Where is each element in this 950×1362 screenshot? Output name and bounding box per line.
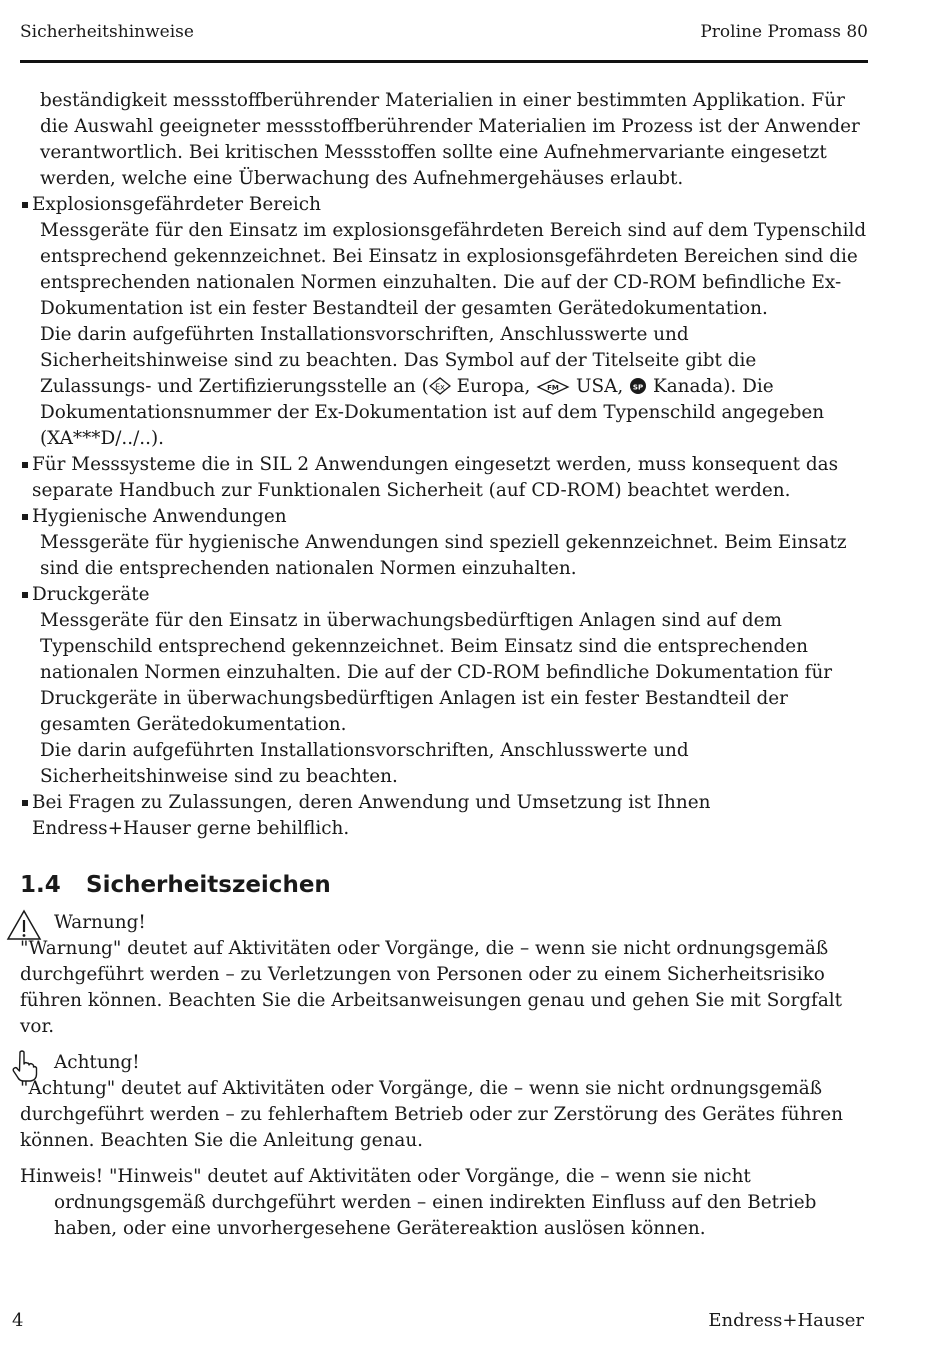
druck-paragraph-2: Die darin aufgeführten Installationsvorschriften, Anschlusswerte und Sicherheitshinweise sind zu beachten.: [40, 740, 689, 787]
svg-text:Ex: Ex: [434, 382, 445, 392]
hint-text: Hinweis! "Hinweis" deutet auf Aktivitäten oder Vorgänge, die – wenn sie nicht ordnungsgemäß durchgeführt werden – einen indirekten Einfluss auf den Betrieb haben, oder eine unvorhergesehene Gerätereaktion auslösen können.: [20, 1166, 817, 1239]
ex-paragraph-1: Messgeräte für den Einsatz im explosionsgefährdeten Bereich sind auf dem Typenschild entsprechend gekennzeichnet. Bei Einsatz in explosionsgefährdeten Bereichen sind die entsprechenden nationalen Normen einzuhalten. Die auf der CD-ROM befindliche Ex-Dokumentation ist ein fester Bestandteil der gesamten Gerätedokumentation.: [40, 220, 867, 319]
bullet-fragen: Bei Fragen zu Zulassungen, deren Anwendung und Umsetzung ist Ihnen Endress+Hauser gerne behilflich.: [20, 790, 870, 842]
warning-heading: [20, 910, 870, 936]
page-content: [20, 88, 870, 1242]
pointing-hand-icon: [6, 1048, 42, 1082]
warning-title: Warnung!: [54, 912, 146, 933]
druck-paragraph-1: Messgeräte für den Einsatz in überwachungsbedürftigen Anlagen sind auf dem Typenschild entsprechend gekennzeichnet. Beim Einsatz sind die entsprechenden nationalen Normen einzuhalten. Die auf der CD-ROM befindliche Dokumentation für Druckgeräte in überwachungsbedürftigen Anlagen ist ein fester Bestandteil der gesamten Gerätedokumentation.: [40, 610, 833, 735]
page-number: 4: [12, 1310, 24, 1331]
csa-symbol-icon: [629, 377, 647, 395]
bullet-sil: Für Messsysteme die in SIL 2 Anwendungen eingesetzt werden, muss konsequent das separate Handbuch zur Funktionalen Sicherheit (auf CD-ROM) beachtet werden.: [20, 452, 870, 504]
caution-heading: [20, 1050, 870, 1076]
section-heading: [20, 872, 870, 898]
header-product: Proline Promass 80: [700, 22, 868, 42]
ex-p2-a: Die darin aufgeführten Installationsvorschriften, Anschlusswerte und Sicherheitshinweise sind zu beachten. Das Symbol auf der Titelseite gibt die Zulassungs- und Zertifizierungsstelle an (: [40, 324, 757, 397]
footer-brand: Endress+Hauser: [708, 1310, 864, 1331]
warning-triangle-icon: [6, 908, 42, 942]
page-header: [20, 22, 868, 63]
section-title: Sicherheitszeichen: [86, 872, 331, 898]
ex-p2-d: Kanada). Die Dokumentationsnummer der Ex-Dokumentation ist auf dem Typenschild angegeben (XA***D/../..).: [40, 376, 825, 449]
hyg-paragraph: Messgeräte für hygienische Anwendungen sind speziell gekennzeichnet. Beim Einsatz sind die entsprechenden nationalen Normen einzuhalten.: [40, 532, 847, 579]
intro-paragraph: beständigkeit messstoffberührender Materialien in einer bestimmten Applikation. Für die Auswahl geeigneter messstoffberührender Materialien im Prozess ist der Anwender verantwortlich. Bei kritischen Messstoffen sollte eine Aufnehmervariante eingesetzt werden, welche eine Überwachung des Aufnehmergehäuses erlaubt.: [40, 90, 860, 189]
svg-text:FM: FM: [547, 384, 560, 392]
ex-p2-b: Europa,: [450, 376, 537, 397]
ex-symbol-icon: [429, 377, 451, 395]
ex-paragraph-2: [20, 322, 870, 452]
ex-p2-c: USA,: [570, 376, 630, 397]
warning-text: "Warnung" deutet auf Aktivitäten oder Vorgänge, die – wenn sie nicht ordnungsgemäß durchgeführt werden – zu Verletzungen von Personen oder zu einem Sicherheitsrisiko führen können. Beachten Sie die Arbeitsanweisungen genau und gehen Sie mit Sorgfalt vor.: [20, 938, 843, 1037]
caution-title: Achtung!: [54, 1052, 140, 1073]
bullet-ex-title: Explosionsgefährdeter Bereich: [20, 192, 870, 218]
fm-symbol-icon: [536, 379, 570, 395]
section-number: 1.4: [20, 872, 61, 898]
svg-text:SP: SP: [633, 383, 644, 392]
bullet-hyg-title: Hygienische Anwendungen: [20, 504, 870, 530]
bullet-druck-title: Druckgeräte: [20, 582, 870, 608]
header-section: Sicherheitshinweise: [20, 22, 194, 42]
caution-text: "Achtung" deutet auf Aktivitäten oder Vorgänge, die – wenn sie nicht ordnungsgemäß durchgeführt werden – zu fehlerhaftem Betrieb oder zur Zerstörung des Gerätes führen können. Beachten Sie die Anleitung genau.: [20, 1078, 843, 1151]
